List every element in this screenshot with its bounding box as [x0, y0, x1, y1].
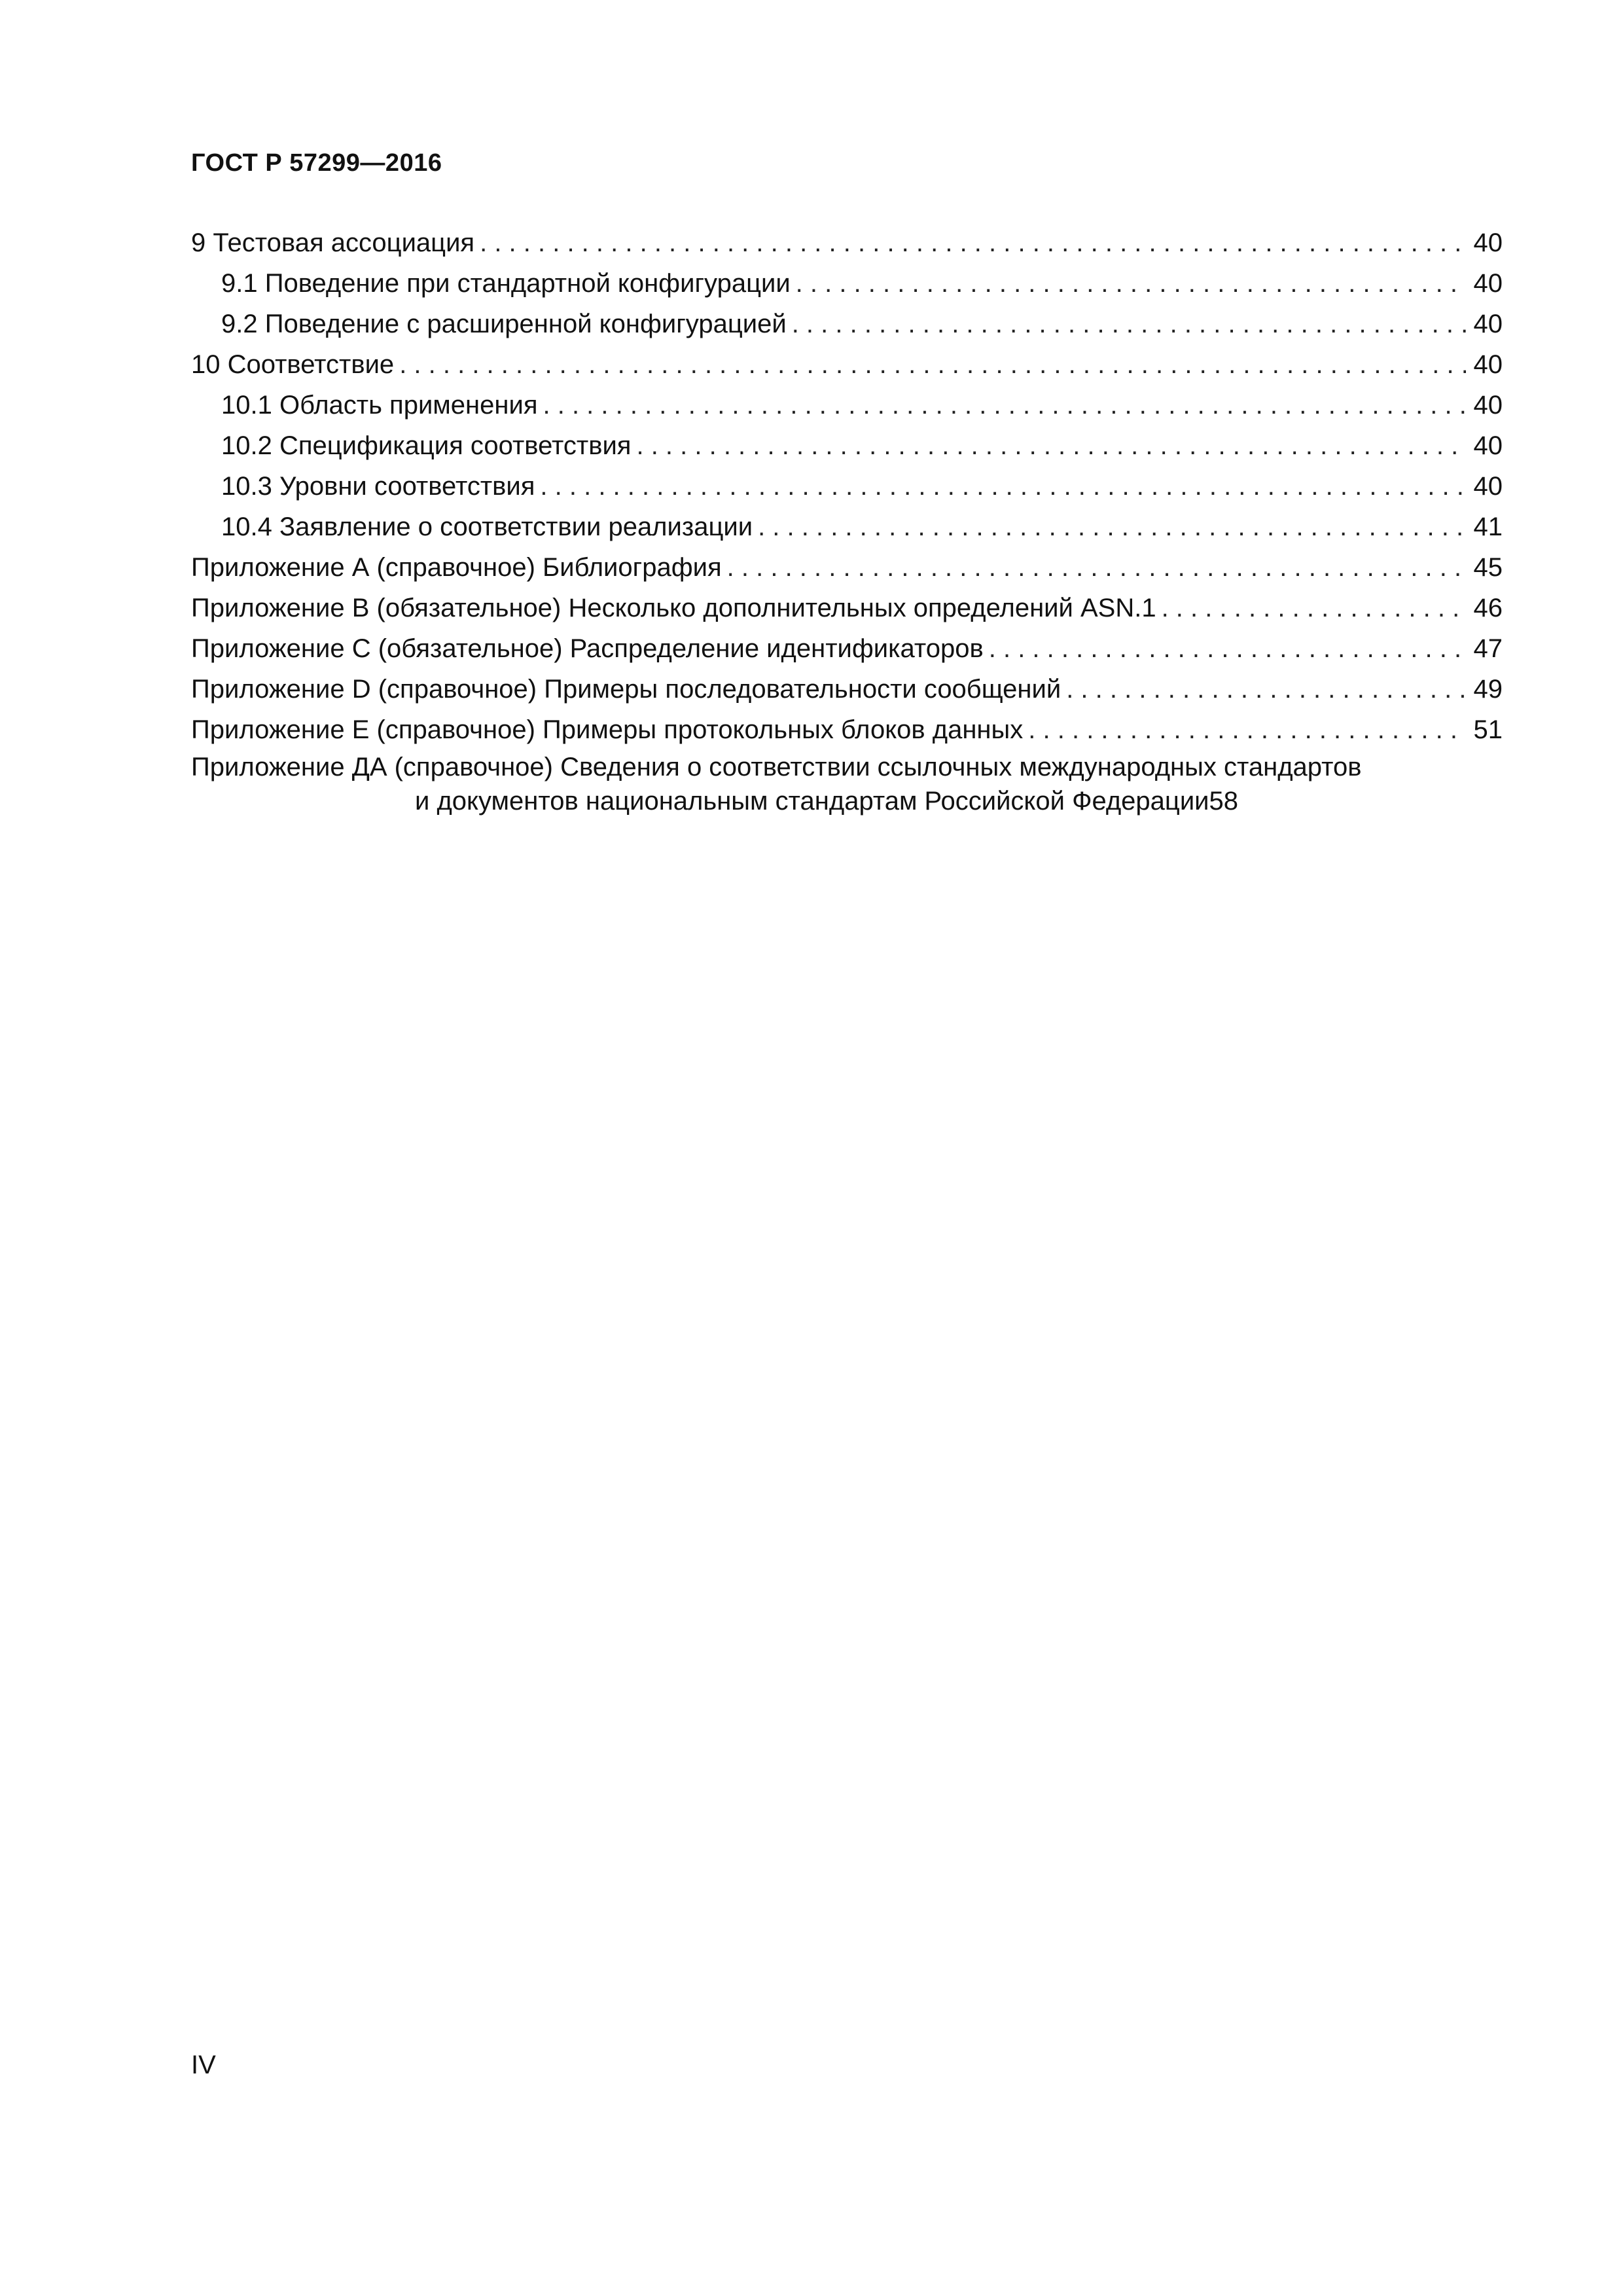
toc-entry-title: 9.2 Поведение с расширенной конфигурацией: [221, 310, 787, 338]
toc-entry-page: 40: [1473, 228, 1503, 257]
toc-entry-title: 10.2 Спецификация соответствия: [221, 431, 632, 460]
toc-entry-page: 40: [1473, 431, 1503, 460]
toc-entry-appendix-a[interactable]: [191, 547, 1503, 588]
toc-entry-title: Приложение Е (справочное) Примеры протокольных блоков данных: [191, 715, 1024, 744]
toc-entry-page: 51: [1473, 715, 1503, 744]
toc-entry-page: 41: [1473, 512, 1503, 541]
toc-entry-title: 10.3 Уровни соответствия: [221, 472, 535, 501]
toc-entry-10-3[interactable]: [191, 466, 1503, 507]
dot-leader: [989, 628, 1466, 669]
toc-entry-title-line-2: и документов национальным стандартам Российской Федерации: [415, 787, 1209, 816]
dot-leader: [480, 223, 1466, 263]
table-of-contents: [191, 223, 1503, 818]
toc-entry-9-2[interactable]: [191, 304, 1503, 344]
toc-entry-title: Приложение В (обязательное) Несколько дополнительных определений ASN.1: [191, 594, 1156, 622]
toc-entry-10[interactable]: [191, 344, 1503, 385]
toc-entry-10-2[interactable]: [191, 425, 1503, 466]
dot-leader: [1162, 588, 1466, 628]
toc-entry-appendix-d[interactable]: [191, 669, 1503, 709]
dot-leader: [636, 425, 1466, 466]
dot-leader: [540, 466, 1466, 507]
dot-leader: [1066, 669, 1466, 709]
toc-entry-page: 49: [1473, 675, 1503, 704]
toc-entry-title: 10 Соответствие: [191, 350, 395, 379]
toc-entry-9[interactable]: [191, 223, 1503, 263]
toc-entry-page: 40: [1473, 350, 1503, 379]
toc-entry-10-1[interactable]: [191, 385, 1503, 425]
toc-entry-page: 45: [1473, 553, 1503, 582]
toc-entry-appendix-e[interactable]: [191, 709, 1503, 750]
page-number: IV: [191, 2051, 216, 2079]
dot-leader: [758, 507, 1466, 547]
toc-entry-title-line-1: Приложение ДА (справочное) Сведения о соответствии ссылочных международных стандартов: [191, 753, 1362, 781]
toc-entry-appendix-c[interactable]: [191, 628, 1503, 669]
toc-entry-9-1[interactable]: [191, 263, 1503, 304]
dot-leader: [727, 547, 1466, 588]
toc-entry-title: 9.1 Поведение при стандартной конфигурации: [221, 269, 791, 298]
toc-entry-page: 46: [1473, 594, 1503, 622]
toc-entry-title: 9 Тестовая ассоциация: [191, 228, 475, 257]
toc-entry-title: Приложение С (обязательное) Распределение идентификаторов: [191, 634, 984, 663]
toc-entry-title: Приложение D (справочное) Примеры последовательности сообщений: [191, 675, 1061, 704]
dot-leader: [543, 385, 1466, 425]
dot-leader: [1028, 709, 1466, 750]
dot-leader: [796, 263, 1466, 304]
toc-entry-page: 40: [1473, 310, 1503, 338]
dot-leader: [399, 344, 1466, 385]
toc-entry-title: 10.1 Область применения: [221, 391, 538, 420]
toc-entry-title: Приложение А (справочное) Библиография: [191, 553, 722, 582]
toc-entry-appendix-b[interactable]: [191, 588, 1503, 628]
document-number: ГОСТ Р 57299—2016: [191, 149, 442, 177]
toc-entry-second-line: [191, 784, 1503, 818]
toc-entry-page: 58: [1209, 787, 1239, 816]
toc-entry-page: 47: [1473, 634, 1503, 663]
toc-entry-10-4[interactable]: [191, 507, 1503, 547]
toc-entry-title: 10.4 Заявление о соответствии реализации: [221, 512, 753, 541]
toc-entry-page: 40: [1473, 269, 1503, 298]
toc-entry-appendix-da[interactable]: [191, 750, 1503, 818]
dot-leader: [792, 304, 1466, 344]
toc-entry-page: 40: [1473, 391, 1503, 420]
toc-entry-page: 40: [1473, 472, 1503, 501]
